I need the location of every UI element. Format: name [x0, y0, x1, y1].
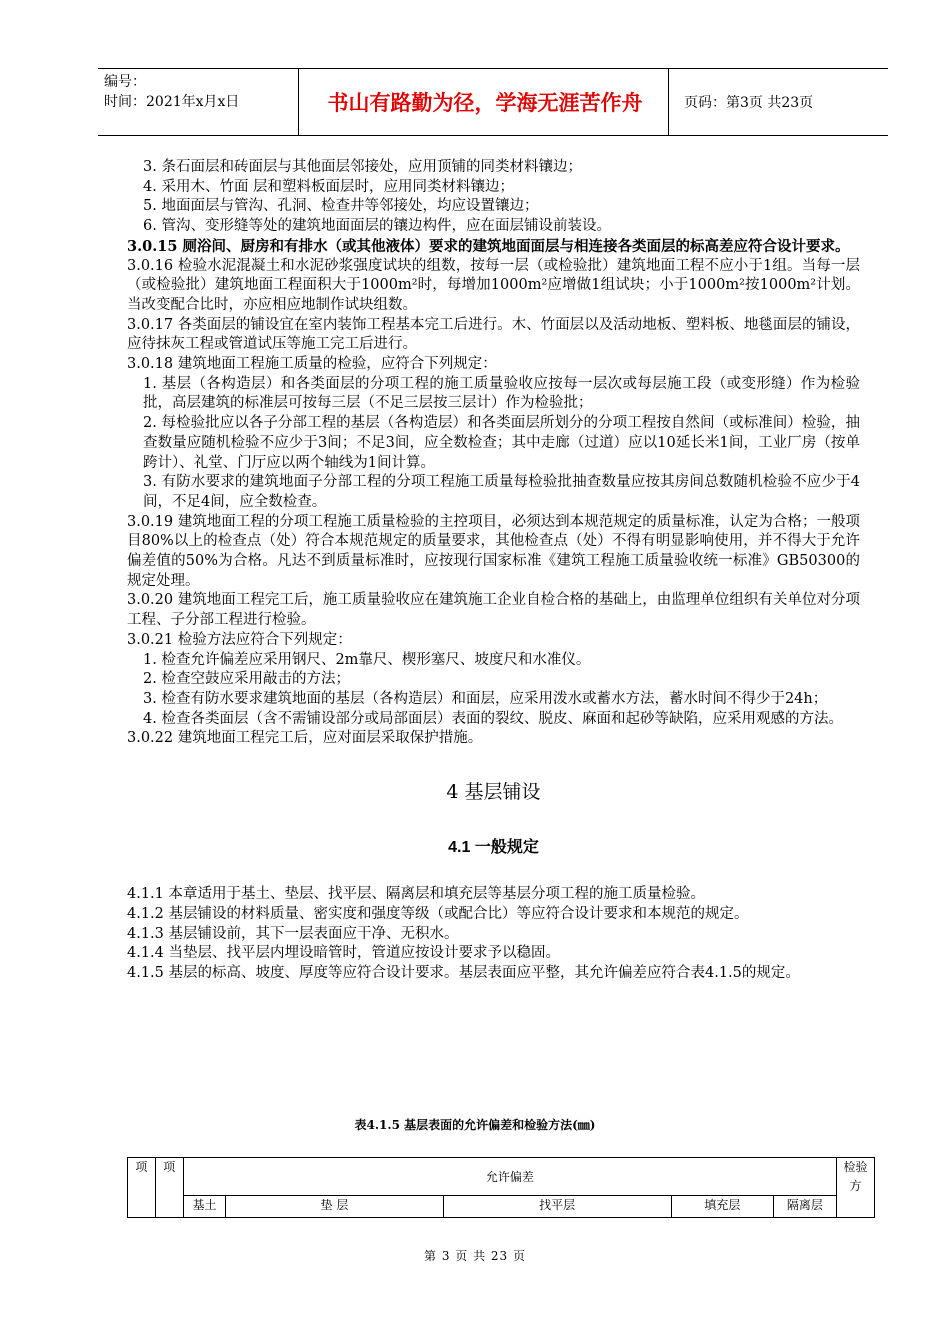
- list-item: 5. 地面面层与管沟、孔洞、检查井等邻接处，均应设置镶边；: [143, 198, 539, 215]
- table-header-cell: 隔离层: [773, 1196, 836, 1218]
- clause-4-1-3: 4.1.3 基层铺设前，其下一层表面应干净、无积水。: [127, 925, 459, 942]
- list-item: 3. 有防水要求的建筑地面子分部工程的分项工程施工质量每检验批抽查数量应按其房间总数随机检验不应少于4间，不足4间，应全数检查。: [143, 474, 860, 510]
- clause-4-1-1: 4.1.1 本章适用于基土、垫层、找平层、隔离层和填充层等基层分项工程的施工质量检验。: [127, 886, 705, 903]
- list-item: 6. 管沟、变形缝等处的建筑地面面层的镶边构件，应在面层铺设前装设。: [143, 218, 611, 235]
- table-caption: 表4.1.5 基层表面的允许偏差和检验方法(㎜): [354, 1118, 596, 1132]
- list-item: 1. 检查允许偏差应采用钢尺、2m靠尺、楔形塞尺、坡度尺和水准仪。: [143, 651, 591, 668]
- document-number: 编号：: [104, 74, 146, 90]
- list-item: 4. 采用木、竹面 层和塑料板面层时，应用同类材料镶边；: [143, 178, 515, 195]
- list-item: 3. 检查有防水要求建筑地面的基层（各构造层）和面层，应采用泼水或蓄水方法，蓄水时间不得少于24h；: [143, 690, 828, 707]
- header-motto: 书山有路勤为径，学海无涯苦作舟: [327, 90, 643, 115]
- page-footer: 第 3 页 共 23 页: [424, 1249, 526, 1263]
- list-item: 4. 检查各类面层（含不需铺设部分或局部面层）表面的裂纹、脱皮、麻面和起砂等缺陷，应采用观感的方法。: [143, 710, 843, 727]
- table-header-cell: 允许偏差: [183, 1158, 836, 1196]
- clause-3-0-19: 3.0.19 建筑地面工程的分项工程施工质量检验的主控项目，必须达到本规范规定的质量标准，认定为合格；一般项目80%以上的检查点（处）符合本规范规定的质量要求，其他检查点（处）不得有明显影响使用，并不得大于允许偏差值的50%为合格。凡达不到质量标准时，应按现行国家标准《建筑工程施工质量验收统一标准》GB50300的规定处理。: [127, 513, 860, 589]
- clause-4-1-2: 4.1.2 基层铺设的材料质量、密实度和强度等级（或配合比）等应符合设计要求和本规范的规定。: [127, 905, 749, 922]
- document-time: 时间：2021年x月x日: [104, 94, 240, 110]
- list-item: 1. 基层（各构造层）和各类面层的分项工程的施工质量验收应按每一层次或每层施工段（或变形缝）作为检验批，高层建筑的标准层可按每三层（不足三层按三层计）作为检验批；: [143, 375, 860, 412]
- section-title: 4.1 一般规定: [448, 839, 539, 857]
- table-header-cell: 基土: [183, 1196, 226, 1218]
- table-header-cell: 项: [155, 1158, 183, 1218]
- table-header-cell: 检验方: [836, 1158, 874, 1218]
- page-header: [98, 68, 888, 136]
- clause-3-0-20: 3.0.20 建筑地面工程完工后，施工质量验收应在建筑施工企业自检合格的基础上，由监理单位组织有关单位对分项工程、子分部工程进行检验。: [127, 592, 860, 629]
- clause-3-0-18: 3.0.18 建筑地面工程施工质量的检验，应符合下列规定：: [127, 356, 497, 373]
- header-divider: [298, 69, 299, 135]
- clause-4-1-4: 4.1.4 当垫层、找平层内埋设暗管时，管道应按设计要求予以稳固。: [127, 945, 561, 962]
- list-item: 2. 每检验批应以各子分部工程的基层（各构造层）和各类面层所划分的分项工程按自然间（或标准间）检验，抽查数量应随机检验不应少于3间；不足3间，应全数检查；其中走廊（过道）应以10延长米1间，工业厂房（按单跨计）、礼堂、门厅应以两个轴线为1间计算。: [143, 415, 860, 471]
- header-divider: [668, 69, 669, 135]
- table-header-cell: 找平层: [443, 1196, 671, 1218]
- clause-3-0-21: 3.0.21 检验方法应符合下列规定：: [127, 631, 352, 648]
- table-header-cell: 项: [128, 1158, 156, 1218]
- clause-3-0-15: 3.0.15 厕浴间、厨房和有排水（或其他液体）要求的建筑地面面层与相连接各类面层的标高差应符合设计要求。: [127, 237, 850, 255]
- table-header-cell: 填充层: [671, 1196, 773, 1218]
- table-header-cell: 垫 层: [226, 1196, 443, 1218]
- document-body: [127, 158, 860, 984]
- list-item: 3. 条石面层和砖面层与其他面层邻接处，应用顶铺的同类材料镶边；: [143, 159, 582, 175]
- header-page-number: 页码：第3页 共23页: [684, 95, 814, 111]
- clause-3-0-16: 3.0.16 检验水泥混凝土和水泥砂浆强度试块的组数，按每一层（或检验批）建筑地面工程不应小于1组。当每一层（或检验批）建筑地面工程面积大于1000m²时，每增加1000m²应增做1组试块；小于1000m²按1000m²计划。当改变配合比时，亦应相应地制作试块组数。: [127, 257, 860, 313]
- tolerance-table: [127, 1157, 875, 1218]
- chapter-title: 4 基层铺设: [446, 781, 541, 804]
- clause-3-0-17: 3.0.17 各类面层的铺设宜在室内装饰工程基本完工后进行。木、竹面层以及活动地板、塑料板、地毯面层的铺设，应待抹灰工程或管道试压等施工完工后进行。: [127, 316, 860, 353]
- list-item: 2. 检查空鼓应采用敲击的方法；: [143, 671, 350, 688]
- clause-3-0-22: 3.0.22 建筑地面工程完工后，应对面层采取保护措施。: [127, 730, 483, 747]
- header-left: [104, 69, 298, 138]
- clause-4-1-5: 4.1.5 基层的标高、坡度、厚度等应符合设计要求。基层表面应平整，其允许偏差应符合表4.1.5的规定。: [127, 964, 800, 981]
